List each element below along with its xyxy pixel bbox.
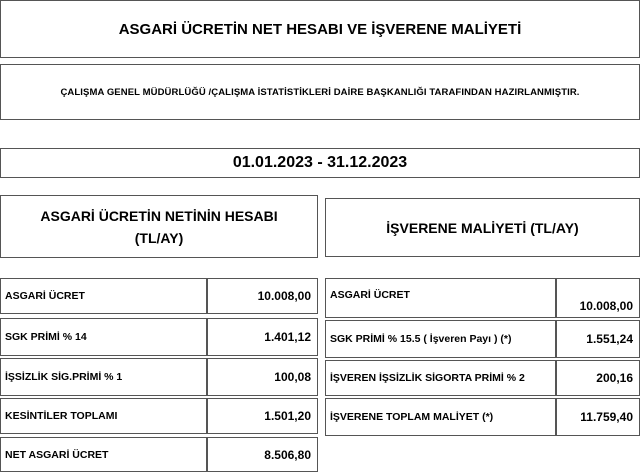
- cost-row-label: ASGARİ ÜCRET: [325, 278, 556, 318]
- net-table-heading-line2: (TL/AY): [134, 229, 184, 246]
- cost-row-value: 10.008,00: [556, 278, 640, 318]
- net-table-heading-line1: ASGARİ ÜCRETİN NETİNİN HESABI: [40, 207, 278, 224]
- net-row-label: SGK PRİMİ % 14: [0, 318, 207, 356]
- cost-row-label: İŞVEREN İŞSİZLİK SİGORTA PRİMİ % 2: [325, 360, 556, 396]
- cost-row-value: 11.759,40: [556, 398, 640, 436]
- cost-row-value: 1.551,24: [556, 320, 640, 358]
- cost-row-label: İŞVERENE TOPLAM MALİYET (*): [325, 398, 556, 436]
- net-row-value: 10.008,00: [207, 278, 318, 314]
- net-table-heading: [0, 195, 318, 258]
- subtitle: ÇALIŞMA GENEL MÜDÜRLÜĞÜ /ÇALIŞMA İSTATİSTİKLERİ DAİRE BAŞKANLIĞI TARAFINDAN HAZIRLANMIŞTIR.: [0, 64, 640, 120]
- net-row-value: 8.506,80: [207, 437, 318, 472]
- net-row-value: 1.401,12: [207, 318, 318, 356]
- page-title: ASGARİ ÜCRETİN NET HESABI VE İŞVERENE MALİYETİ: [0, 0, 640, 58]
- net-row-label: NET ASGARİ ÜCRET: [0, 437, 207, 472]
- net-row-label: İŞSİZLİK SİG.PRİMİ % 1: [0, 358, 207, 396]
- cost-row-label: SGK PRİMİ % 15.5 ( İşveren Payı ) (*): [325, 320, 556, 358]
- net-row-value: 100,08: [207, 358, 318, 396]
- cost-table-heading: İŞVERENE MALİYETİ (TL/AY): [325, 198, 640, 257]
- cost-row-value: 200,16: [556, 360, 640, 396]
- net-row-label: ASGARİ ÜCRET: [0, 278, 207, 314]
- period-date: 01.01.2023 - 31.12.2023: [0, 148, 640, 178]
- net-row-label: KESİNTİLER TOPLAMI: [0, 398, 207, 434]
- net-row-value: 1.501,20: [207, 398, 318, 434]
